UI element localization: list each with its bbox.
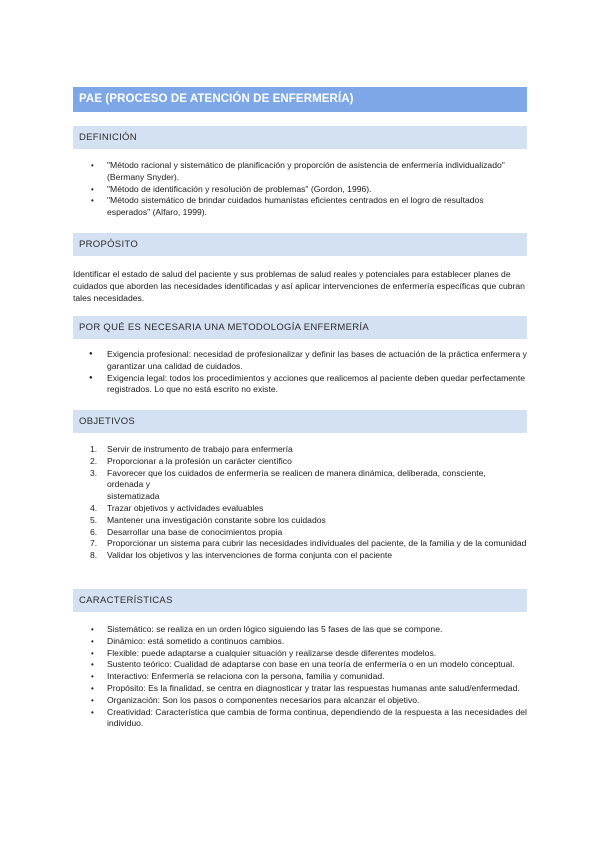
list-item: 8. Validar los objetivos y las intervenciones de forma conjunta con el paciente	[90, 550, 393, 561]
list-item: • Dinámico: está sometido a continuos cambios.	[73, 636, 527, 648]
list-item: 5. Mantener una investigación constante sobre los cuidados	[90, 514, 326, 525]
list-item: • "Método de identificación y resolución de problemas" (Gordon, 1996).	[73, 184, 527, 196]
section-heading-caracteristicas: CARACTERÍSTICAS	[73, 589, 527, 612]
section-heading-definicion: DEFINICIÓN	[73, 126, 527, 149]
list-item: 1. Servir de instrumento de trabajo para enfermería	[90, 444, 293, 454]
list-item: ● Exigencia profesional: necesidad de profesionalizar y definir las bases de actuación de la práctica enfermera y garantizar una calidad de cuidados.	[73, 349, 527, 373]
list-item: 2. Proporcionar a la profesión un carácter científico	[90, 455, 292, 466]
section-heading-metodologia: POR QUÉ ES NECESARIA UNA METODOLOGÍA ENFERMERÍA	[73, 316, 527, 339]
list-item: • Creatividad: Característica que cambia de forma continua, dependiendo de la respuesta a las necesidades del individuo.	[73, 707, 527, 731]
section-heading-objetivos: OBJETIVOS	[73, 410, 527, 433]
proposito-paragraph: Identificar el estado de salud del paciente y sus problemas de salud reales y potenciales para establecer planes de cuidados que aborden las necesidades identificadas y así aplicar intervenciones de enfermería específicas que cubran tales necesidades.	[73, 269, 525, 303]
definicion-list	[73, 160, 527, 219]
document-title: PAE (PROCESO DE ATENCIÓN DE ENFERMERÍA)	[73, 87, 527, 112]
section-heading-proposito: PROPÓSITO	[73, 233, 527, 256]
list-item: 6. Desarrollar una base de conocimientos propia	[90, 526, 283, 537]
list-item: 4. Trazar objetivos y actividades evaluables	[90, 502, 264, 513]
list-item: • Sustento teórico: Cualidad de adaptarse con base en una teoría de enfermería o en un modelo conceptual.	[73, 659, 527, 671]
list-item: • Sistemático: se realiza en un orden lógico siguiendo las 5 fases de las que se compone.	[73, 624, 527, 636]
list-item: ● Exigencia legal: todos los procedimientos y acciones que realicemos al paciente deben quedar perfectamente registrados. Lo que no está escrito no existe.	[73, 373, 527, 397]
list-item: • Flexible: puede adaptarse a cualquier situación y realizarse desde diferentes modelos.	[73, 648, 527, 660]
list-item: • "Método racional y sistemático de planificación y proporción de asistencia de enfermería individualizado" (Bermany Snyder).	[73, 160, 527, 184]
list-item: • "Método sistemático de brindar cuidados humanistas eficientes centrados en el logro de resultados esperados" (Alfaro, 1999).	[73, 195, 527, 219]
list-item: 7. Proporcionar un sistema para cubrir las necesidades individuales del paciente, de la familia y de la comunidad	[90, 538, 527, 549]
list-item: • Interactivo: Enfermería se relaciona con la persona, familia y comunidad.	[73, 671, 527, 683]
metodologia-list	[73, 349, 527, 396]
list-item: • Organización: Son los pasos o componentes necesarios para alcanzar el objetivo.	[73, 695, 527, 707]
list-item: 3. Favorecer que los cuidados de enfermería se realicen de manera dinámica, deliberada, consciente, ordenada y sistematizada	[90, 467, 486, 502]
caracteristicas-list	[73, 624, 527, 730]
objetivos-list	[73, 444, 527, 562]
list-item: • Propósito: Es la finalidad, se centra en diagnosticar y tratar las respuestas humanas ante salud/enfermedad.	[73, 683, 527, 695]
